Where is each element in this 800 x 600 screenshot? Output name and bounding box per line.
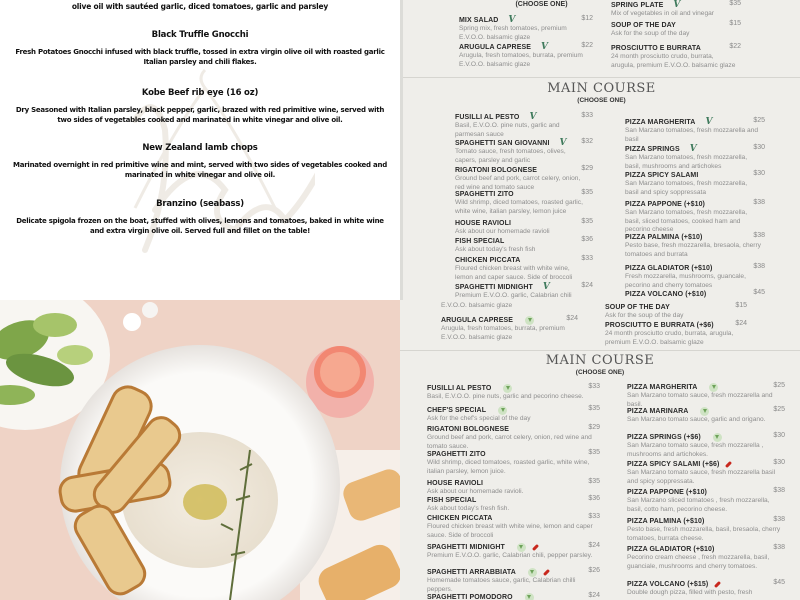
menu-item	[427, 405, 600, 424]
menu-item-price: $45	[753, 289, 765, 296]
menu-item-header	[455, 112, 593, 122]
menu-item-price: $35	[581, 218, 593, 225]
dish-name: New Zealand lamb chops	[142, 143, 258, 153]
menu-item	[455, 189, 593, 216]
menu-item-header	[611, 0, 741, 10]
menu-item-price: $36	[581, 236, 593, 243]
menu-item-header	[625, 263, 765, 273]
menu-item	[611, 0, 741, 19]
menu-item-description: Basil, E.V.O.O. pine nuts, garlic and parmesan sauce	[455, 122, 560, 138]
vegetarian-icon	[700, 407, 709, 416]
menu-item-description: E.V.O.O. balsamic glaze	[441, 301, 513, 309]
menu-item-name: PIZZA SPICY SALAMI	[625, 171, 699, 179]
menu-item-price: $35	[588, 405, 600, 412]
menu-item-description: Basil, E.V.O.O. pine nuts, garlic and pecorino cheese.	[427, 393, 584, 400]
menu-item-name: FISH SPECIAL	[427, 496, 477, 504]
menu-item	[455, 218, 593, 237]
menu-item-description: Fresh mozzarella, mushrooms, guancale, pecorino and cherry tomatoes	[625, 273, 746, 289]
menu-item-header	[627, 382, 785, 392]
dish-description: olive oil with sautéed garlic, diced tomatoes, garlic and parsley	[71, 2, 329, 11]
menu-item-price: $30	[773, 459, 785, 466]
section-divider	[403, 77, 800, 78]
menu-item-header	[627, 487, 785, 497]
vegetarian-icon	[525, 316, 534, 325]
dish-description: Delicate spigola frozen on the boat, stuffed with olives, lemons and tomatoes, baked in white wine and extra virgin olive oil. Served full and fillet on the table!	[16, 217, 384, 235]
menu-item	[427, 542, 600, 561]
main-course-subtitle: (CHOOSE ONE)	[575, 369, 625, 376]
menu-item-description: Mix of vegetables in oil and vinegar	[611, 10, 714, 17]
vegetarian-icon	[525, 593, 534, 600]
vegetarian-icon	[503, 384, 512, 393]
menu-item	[427, 495, 600, 514]
menu-item-header	[627, 579, 785, 589]
vegetarian-icon	[713, 433, 722, 442]
menu-item-header	[427, 383, 600, 393]
special-item	[10, 30, 390, 67]
menu-item-description: Ask for the chef's special of the day	[427, 415, 531, 422]
menu-item-description: San Marzano tomato sauce, fresh mozzarella basil and spicy soppressata.	[627, 469, 776, 485]
menu-item-name: PIZZA PAPPONE (+$10)	[627, 488, 707, 496]
menu-item-name: HOUSE RAVIOLI	[427, 479, 484, 487]
menu-item-description: Premium E.V.O.O. garlic, Calabrian chili	[455, 292, 572, 299]
vegetarian-icon	[498, 406, 507, 415]
menu-item	[427, 424, 600, 451]
menu-item-name: RIGATONI BOLOGNESE	[455, 166, 538, 174]
menu-item	[625, 144, 765, 171]
vegetarian-icon	[528, 568, 537, 577]
menu-item	[459, 42, 593, 69]
menu-item-header	[611, 43, 741, 53]
menu-item-name: PROSCIUTTO E BURRATA (+$6)	[605, 321, 714, 329]
vegetarian-icon	[517, 543, 526, 552]
menu-item-name: SPAGHETTI MIDNIGHT	[427, 543, 505, 551]
menu-item-name: PIZZA VOLCANO (+$15)	[627, 580, 709, 588]
menu-item-header	[427, 567, 600, 577]
menu-item-header	[455, 138, 593, 148]
menu-item-header	[427, 592, 600, 600]
menu-item	[627, 579, 785, 598]
menu-item-header	[427, 449, 600, 459]
menu-item-price: $35	[588, 449, 600, 456]
menu-item-description: Tomato sauce, fresh tomatoes, olives, capers, parsley and garlic	[455, 148, 566, 164]
menu-item-description: Ask about today's fresh fish	[455, 246, 536, 253]
menu-item-price: $35	[729, 0, 741, 7]
menu-item	[455, 112, 593, 139]
menu-item-name: SPAGHETTI SAN GIOVANNI	[455, 139, 550, 147]
menu-item	[611, 20, 741, 39]
menu-item	[427, 383, 600, 402]
menu-item	[427, 567, 600, 594]
chili-pepper-icon	[543, 568, 550, 575]
menu-item-name: PIZZA PAPPONE (+$10)	[625, 200, 705, 208]
menu-item-description: 24 month prosciutto crudo, burrata, arugula, premium E.V.O.O. balsamic glaze	[611, 53, 736, 69]
dish-name: Branzino (seabass)	[156, 199, 244, 209]
dish-description: Dry Seasoned with Italian parsley, black pepper, garlic, brazed with red primitive wine, served with two sides of vegetables cooked and marinated in white vinegar and olive oil.	[15, 106, 385, 124]
menu-item-description: Wild shrimp, diced tomatoes, roasted garlic, white wine, italian parsley, lemon juice	[455, 199, 583, 215]
menu-item-price: $38	[753, 232, 765, 239]
menu-item-name: HOUSE RAVIOLI	[455, 219, 512, 227]
menu-item-name: CHEF'S SPECIAL	[427, 406, 487, 414]
menu-item-price: $35	[588, 478, 600, 485]
menu-item-price: $24	[566, 315, 578, 322]
partial-description	[10, 2, 390, 12]
menu-item-name: FISH SPECIAL	[455, 237, 505, 245]
menu-item-name: FUSILLI AL PESTO	[427, 384, 492, 392]
menu-item	[627, 406, 785, 425]
menu-item	[625, 289, 765, 299]
menu-item-header	[605, 302, 747, 312]
main-course-title: MAIN COURSE	[547, 81, 656, 96]
dish-description: Marinated overnight in red primitive wine and mint, served with two sides of vegetables cooked and marinated in white vinegar and olive oil.	[13, 161, 387, 179]
menu-item	[605, 320, 747, 347]
dish-name: Black Truffle Gnocchi	[151, 30, 249, 40]
menu-item-description: San Marzano sliced tomatoes , fresh mozzarella, basil, cotto ham, pecorino cheese.	[627, 497, 770, 513]
menu-item-description: Homemade tomatoes sauce, garlic, Calabrian chilli peppers.	[427, 577, 576, 593]
menu-item-header	[455, 165, 593, 175]
hummus-plate-photo	[0, 300, 400, 600]
menu-item-price: $22	[581, 42, 593, 49]
special-item	[10, 143, 390, 180]
vegetarian-icon: V	[541, 42, 549, 52]
menu-item-description: San Marzano tomato sauce, fresh mozzarella and basil.	[627, 392, 773, 408]
menu-item	[441, 315, 578, 342]
menu-item-header	[627, 544, 785, 554]
menu-item-price: $26	[588, 567, 600, 574]
menu-item	[605, 302, 747, 321]
menu-item	[459, 15, 593, 42]
menu-item-header	[455, 236, 593, 246]
menu-item-description: Arugula, fresh tomatoes, burrata, premium E.V.O.O. balsamic glaze	[459, 52, 583, 68]
menu-item	[427, 513, 600, 540]
menu-item	[455, 236, 593, 255]
menu-item-name: CHICKEN PICCATA	[455, 256, 521, 264]
menu-item	[625, 199, 765, 235]
menu-item-name: PROSCIUTTO E BURRATA	[611, 44, 701, 52]
menu-item-price: $24	[588, 592, 600, 599]
menu-item-price: $22	[729, 43, 741, 50]
menu-item-description: San Marzano tomato sauce, fresh mozzarella , mushrooms and artichokes.	[627, 442, 764, 458]
menu-item-name: PIZZA GLADIATOR (+$10)	[627, 545, 715, 553]
menu-item	[625, 263, 765, 290]
menu-item-price: $33	[581, 255, 593, 262]
starters-subtitle: (CHOOSE ONE)	[515, 1, 568, 8]
menu-item-name: PIZZA MARGHERITA	[625, 118, 696, 126]
menu-item-price: $33	[588, 383, 600, 390]
menu-item-description: San Marzano tomatoes, fresh mozzarella, basil and spicy soppressata	[625, 180, 748, 196]
vegetarian-icon: V	[673, 0, 681, 10]
menu-item-name: MIX SALAD	[459, 16, 499, 24]
menu-item-price: $24	[581, 282, 593, 289]
vegetarian-icon: V	[508, 15, 516, 25]
menu-item-header	[427, 513, 600, 523]
menu-item-description: Double dough pizza, filled with pesto, fresh	[627, 589, 753, 596]
menu-item-name: PIZZA GLADIATOR (+$10)	[625, 264, 713, 272]
menu-item	[427, 478, 600, 497]
menu-page-bottom	[400, 300, 800, 600]
menu-item-header	[625, 289, 765, 299]
menu-item-name: SPAGHETTI ARRABBIATA	[427, 568, 516, 576]
main-course-subtitle: (CHOOSE ONE)	[577, 97, 626, 104]
menu-item-description: Floured chicken breast with white wine, lemon and caper sauce. Side of broccoli	[427, 523, 593, 539]
menu-item-price: $38	[773, 487, 785, 494]
chili-pepper-icon	[725, 460, 732, 467]
menu-item-description: San Marzano tomatoes, fresh mozzarella and basil	[625, 127, 759, 143]
menu-item-price: $12	[581, 15, 593, 22]
menu-item-price: $38	[753, 199, 765, 206]
menu-item-name: PIZZA PALMINA (+$10)	[627, 517, 705, 525]
menu-item-name: FUSILLI AL PESTO	[455, 113, 520, 121]
menu-item-price: $45	[773, 579, 785, 586]
menu-item-description: Floured chicken breast with white wine, lemon and caper sauce. Side of broccoli	[455, 265, 573, 281]
food-photo	[0, 300, 400, 600]
menu-item-price: $30	[773, 432, 785, 439]
dish-name: Kobe Beef rib eye (16 oz)	[141, 88, 259, 98]
menu-item-header	[459, 42, 593, 52]
menu-item	[625, 170, 765, 197]
menu-item-price: $33	[581, 112, 593, 119]
vegetarian-icon	[709, 383, 718, 392]
menu-item-header	[627, 432, 785, 442]
menu-item-description: Wild shrimp, diced tomatoes, roasted garlic, white wine, italian parsley, lemon juice.	[427, 459, 590, 475]
menu-item-name: ARUGULA CAPRESE	[459, 43, 532, 51]
menu-item-description: Ask about our homemade ravioli	[455, 228, 550, 235]
menu-page-top	[400, 0, 800, 300]
menu-item-price: $30	[753, 170, 765, 177]
menu-item-name: SPAGHETTI ZITO	[427, 450, 486, 458]
menu-item-header	[455, 218, 593, 228]
main-course-title: MAIN COURSE	[545, 353, 655, 368]
menu-item-description: Pecorino cream cheese , fresh mozzarella, basil, guanciale, mushrooms and cherry tomatoes.	[627, 554, 770, 570]
menu-item	[627, 432, 785, 459]
menu-item-name: ARUGULA CAPRESE	[441, 316, 514, 324]
menu-item-header	[427, 495, 600, 505]
menu-item-name: PIZZA VOLCANO (+$10)	[625, 290, 707, 298]
menu-item-header	[625, 144, 765, 154]
menu-item	[455, 255, 593, 282]
vegetarian-icon: V	[559, 138, 567, 148]
menu-item-price: $24	[735, 320, 747, 327]
menu-item-price: $38	[753, 263, 765, 270]
specials-menu-page	[0, 0, 400, 300]
menu-item-name: SPAGHETTI ZITO	[455, 190, 514, 198]
vegetarian-icon: V	[705, 117, 713, 127]
special-item	[10, 88, 390, 125]
chili-pepper-icon	[532, 543, 539, 550]
menu-item-header	[625, 170, 765, 180]
menu-item	[455, 282, 593, 300]
menu-item-name: PIZZA PALMINA (+$10)	[625, 233, 703, 241]
menu-item-name: SOUP OF THE DAY	[605, 303, 670, 311]
menu-item-header	[627, 459, 785, 469]
menu-item-header	[611, 20, 741, 30]
menu-item-header	[427, 424, 600, 434]
menu-item-description: Ground beef and pork, carrot celery, onion, red wine and tomato sauce	[455, 175, 581, 191]
menu-item-header	[427, 478, 600, 488]
menu-item-header	[427, 542, 600, 552]
menu-item	[611, 43, 741, 70]
menu-item-price: $25	[773, 382, 785, 389]
menu-item-price: $35	[581, 189, 593, 196]
menu-item-header	[605, 320, 747, 330]
menu-item-header	[459, 15, 593, 25]
menu-item-description: Ask for the soup of the day	[605, 312, 684, 319]
menu-item-description: Premium E.V.O.O. garlic, Calabrian chili, pepper parsley.	[427, 552, 593, 559]
menu-item-header	[627, 516, 785, 526]
menu-item-name: SPAGHETTI POMODORO	[427, 593, 513, 600]
menu-item-header	[455, 189, 593, 199]
menu-item-price: $25	[773, 406, 785, 413]
menu-item-description: Pesto base, fresh mozzarella, basil, bresaola, cherry tomatoes, burrata cheese.	[627, 526, 781, 542]
menu-item-header	[625, 232, 765, 242]
menu-item-name: SPAGHETTI MIDNIGHT	[455, 283, 533, 291]
menu-item-name: SOUP OF THE DAY	[611, 21, 676, 29]
menu-item	[625, 117, 765, 144]
vegetarian-icon: V	[529, 112, 537, 122]
menu-item	[455, 138, 593, 165]
vegetarian-icon: V	[689, 144, 697, 154]
menu-item-price: $38	[773, 544, 785, 551]
menu-item-price: $25	[753, 117, 765, 124]
menu-item	[427, 592, 600, 600]
menu-item-description: San Marzano tomatoes, fresh mozzarella, basil, sliced tomatoes, cooked ham and pecorino cheese	[625, 209, 748, 234]
menu-item-name: CHICKEN PICCATA	[427, 514, 493, 522]
menu-item	[627, 516, 785, 543]
menu-item	[625, 232, 765, 259]
menu-item-price: $32	[581, 138, 593, 145]
menu-item-price: $36	[588, 495, 600, 502]
menu-item-price: $33	[588, 513, 600, 520]
chili-pepper-icon	[714, 580, 721, 587]
menu-item-description: Pesto base, fresh mozzarella, bresaola, cherry tomatoes and burrata	[625, 242, 761, 258]
menu-item-price: $15	[735, 302, 747, 309]
menu-item-price: $15	[729, 20, 741, 27]
menu-item	[427, 449, 600, 476]
menu-item-price: $30	[753, 144, 765, 151]
menu-item-description: Spring mix, fresh tomatoes, premium E.V.O.O. balsamic glaze	[459, 25, 567, 41]
menu-item-header	[627, 406, 785, 416]
menu-item-header	[441, 315, 578, 325]
menu-item-name: PIZZA MARGHERITA	[627, 383, 698, 391]
special-item	[10, 199, 390, 236]
menu-item-name: PIZZA MARINARA	[627, 407, 689, 415]
menu-item-price: $38	[773, 516, 785, 523]
menu-item-description: Ask for the soup of the day	[611, 30, 690, 37]
menu-item	[627, 544, 785, 571]
menu-item-name: RIGATONI BOLOGNESE	[427, 425, 510, 433]
menu-item-description: Arugula, fresh tomatoes, burrata, premium E.V.O.O. balsamic glaze	[441, 325, 565, 341]
menu-item-price: $24	[588, 542, 600, 549]
menu-item-header	[455, 282, 593, 292]
dish-description: Fresh Potatoes Gnocchi infused with black truffle, tossed in extra virgin olive oil with roasted garlic Italian parsley and chili flakes.	[15, 48, 385, 66]
menu-item-description: San Marzano tomato sauce, garlic and origano.	[627, 416, 766, 423]
menu-item-name: PIZZA SPRINGS (+$6)	[627, 433, 701, 441]
menu-item-name: PIZZA SPICY SALAMI (+$6)	[627, 460, 720, 468]
menu-item-name: PIZZA SPRINGS	[625, 145, 680, 153]
menu-item-description: Ask about our homemade ravioli.	[427, 488, 524, 495]
section-divider	[400, 350, 800, 351]
menu-item-description: Ground beef and pork, carrot celery, onion, red wine and tomato sauce.	[427, 434, 592, 450]
menu-item-header	[625, 117, 765, 127]
menu-item-description: San Marzano tomatoes, fresh mozzarella, basil, mushrooms and artichokes	[625, 154, 748, 170]
menu-item	[627, 487, 785, 514]
menu-item-price: $29	[581, 165, 593, 172]
menu-item-description: Ask about today's fresh fish.	[427, 505, 510, 512]
menu-item-header	[427, 405, 600, 415]
menu-item-header	[625, 199, 765, 209]
vegetarian-icon: V	[542, 282, 550, 292]
menu-item-price: $29	[588, 424, 600, 431]
menu-item-description: 24 month prosciutto crudo, burrata, arugula, premium E.V.O.O. balsamic glaze	[605, 330, 734, 346]
menu-item	[441, 300, 578, 310]
menu-item-name: SPRING PLATE	[611, 1, 664, 9]
menu-item-header	[455, 255, 593, 265]
menu-item	[627, 459, 785, 486]
